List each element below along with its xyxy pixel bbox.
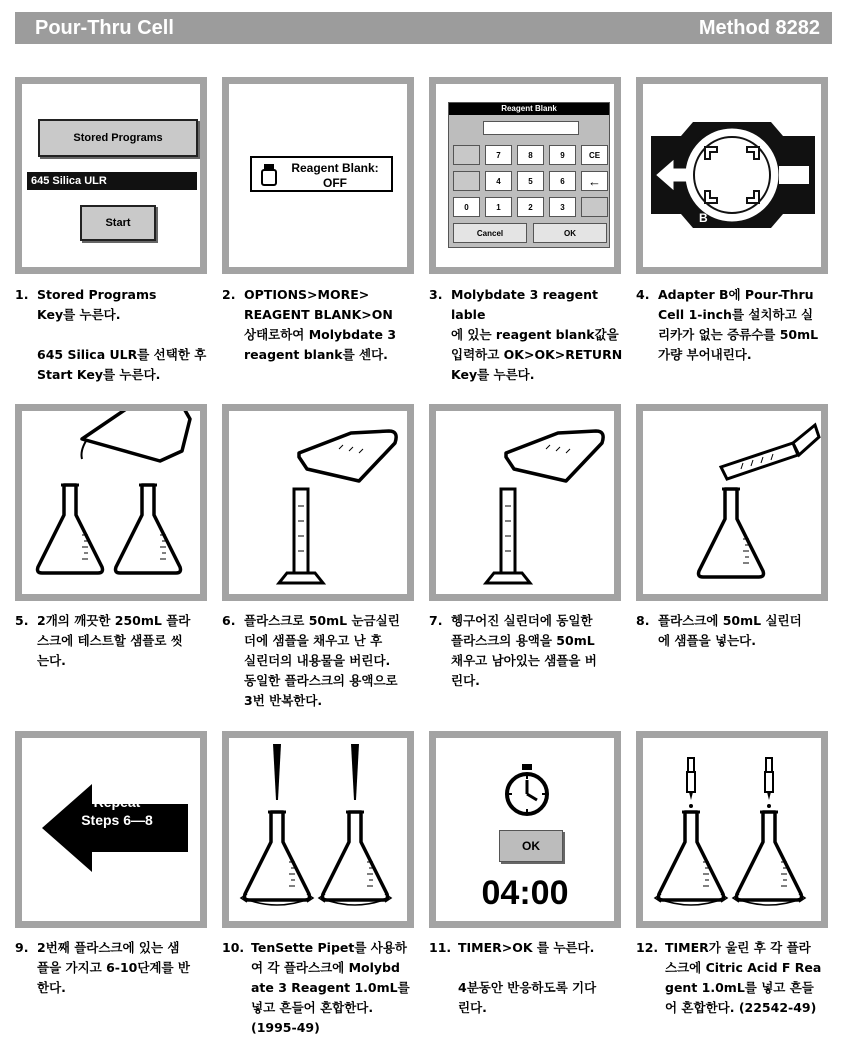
step-number: 7. xyxy=(429,613,443,628)
method-number: Method 8282 xyxy=(698,17,820,39)
dropper-icon xyxy=(765,758,773,808)
repeat-arrow-icon xyxy=(22,738,200,921)
panel-pour-sample xyxy=(636,404,828,601)
pipet-icon xyxy=(273,744,281,800)
key-3[interactable]: 3 xyxy=(549,197,576,217)
key-7[interactable]: 7 xyxy=(485,145,512,165)
page-title: Pour-Thru Cell xyxy=(35,17,174,39)
step-number: 8. xyxy=(636,613,650,628)
key-1[interactable]: 1 xyxy=(485,197,512,217)
step-text: 플라스크에 50mL 실린더 에 샘플을 넣는다. xyxy=(658,613,802,648)
reagent-blank-display[interactable] xyxy=(250,156,393,192)
flask-icon xyxy=(245,812,310,900)
reagent-blank-label: Reagent Blank: xyxy=(291,161,379,175)
flask-icon xyxy=(323,812,388,900)
refill-cylinder-illustration xyxy=(436,411,614,594)
step-number: 3. xyxy=(429,287,443,302)
reagent-value-field[interactable] xyxy=(483,121,579,135)
step-text: 헹구어진 실린더에 동일한 플라스크의 용액을 50mL 채우고 남아있는 샘플을 버 린다. xyxy=(451,613,597,688)
flask-icon xyxy=(659,812,724,900)
step-text: TenSette Pipet를 사용하 여 각 플라스크에 Molybd ate 3 Reagent 1.0mL를 넣고 흔들어 혼합한다. (1995-49) xyxy=(251,940,410,1035)
step-text: TIMER>OK 를 누른다. 4분동안 반응하도록 기다 린다. xyxy=(458,940,597,1015)
panel-rinse-flasks xyxy=(15,404,207,601)
pouring-beaker-icon xyxy=(82,411,190,461)
key-5[interactable]: 5 xyxy=(517,171,544,191)
step-number: 11. xyxy=(429,940,452,955)
graduated-cylinder-icon xyxy=(279,489,323,583)
dropper-illustration xyxy=(643,738,821,921)
panel-adapter xyxy=(636,77,828,274)
panel-citric-acid xyxy=(636,731,828,928)
panel-repeat xyxy=(15,731,207,928)
key-backspace[interactable]: ← xyxy=(581,171,608,191)
step-text: 2번째 플라스크에 있는 샘 플을 가지고 6-10단계를 반 한다. xyxy=(37,940,191,995)
reagent-blank-state: OFF xyxy=(323,176,347,190)
flask-icon xyxy=(737,812,802,900)
step-number: 1. xyxy=(15,287,29,302)
tilted-cylinder-icon xyxy=(721,425,819,479)
step-text: Molybdate 3 reagent lable 에 있는 reagent blank값을 입력하고 OK>OK>RETURN Key를 누른다. xyxy=(451,287,623,382)
adapter-b-illustration xyxy=(643,84,821,267)
page-header xyxy=(15,12,832,44)
step-text: OPTIONS>MORE> REAGENT BLANK>ON 상태로하여 Molybdate 3 reagent blank를 센다. xyxy=(244,287,397,362)
dropper-icon xyxy=(687,758,695,808)
key-2[interactable]: 2 xyxy=(517,197,544,217)
keypad-blank-key xyxy=(453,171,480,191)
step-text: Stored Programs Key를 누른다. 645 Silica ULR를 선택한 후 Start Key를 누른다. xyxy=(37,287,207,382)
panel-reagent-blank xyxy=(222,77,414,274)
step-text: 플라스크로 50mL 눈금실린 더에 샘플을 채우고 난 후 실린더의 내용물을 버린다. 동일한 플라스크의 용액으로 3번 반복한다. xyxy=(244,613,400,708)
timer-ok-button[interactable]: OK xyxy=(499,830,563,862)
pipet-illustration xyxy=(229,738,407,921)
pipet-icon xyxy=(351,744,359,800)
key-clear-entry[interactable]: CE xyxy=(581,145,608,165)
step-number: 4. xyxy=(636,287,650,302)
key-6[interactable]: 6 xyxy=(549,171,576,191)
step-number: 9. xyxy=(15,940,29,955)
step-number: 12. xyxy=(636,940,659,955)
repeat-line1: Repeat xyxy=(93,794,141,810)
flask-icon xyxy=(38,485,103,573)
step-text: Adapter B에 Pour-Thru Cell 1-inch를 설치하고 실 리카가 없는 증류수를 50mL 가량 부어내린다. xyxy=(658,287,819,362)
timer-readout: 04:00 xyxy=(481,874,569,912)
keypad-blank-key xyxy=(581,197,608,217)
step-number: 2. xyxy=(222,287,236,302)
key-4[interactable]: 4 xyxy=(485,171,512,191)
tilted-flask-icon xyxy=(506,431,603,481)
step-number: 6. xyxy=(222,613,236,628)
panel-stored-programs xyxy=(15,77,207,274)
flask-icon xyxy=(116,485,181,573)
ok-button[interactable]: OK xyxy=(533,223,607,243)
panel-pipet xyxy=(222,731,414,928)
adapter-label: B xyxy=(699,211,708,225)
tilted-flask-icon xyxy=(299,431,396,481)
selected-program-bar[interactable]: 645 Silica ULR xyxy=(27,172,197,190)
reagent-blank-keypad xyxy=(448,102,610,248)
graduated-cylinder-icon xyxy=(486,489,530,583)
panel-refill-cylinder xyxy=(429,404,621,601)
repeat-line2: Steps 6—8 xyxy=(81,812,153,828)
step-number: 5. xyxy=(15,613,29,628)
keypad-blank-key xyxy=(453,145,480,165)
stored-programs-button[interactable]: Stored Programs xyxy=(38,119,198,157)
panel-keypad xyxy=(429,77,621,274)
repeat-label xyxy=(62,793,172,829)
cancel-button[interactable]: Cancel xyxy=(453,223,527,243)
key-0[interactable]: 0 xyxy=(453,197,480,217)
step-number: 10. xyxy=(222,940,245,955)
flask-icon xyxy=(699,489,764,577)
fill-cylinder-illustration xyxy=(229,411,407,594)
pour-sample-illustration xyxy=(643,411,821,594)
bottle-icon xyxy=(260,163,278,187)
step-text: 2개의 깨끗한 250mL 플라 스크에 테스트할 샘플로 씻 는다. xyxy=(37,613,191,668)
rinse-flasks-illustration xyxy=(22,411,200,594)
keypad-title: Reagent Blank xyxy=(449,103,609,115)
key-9[interactable]: 9 xyxy=(549,145,576,165)
panel-timer xyxy=(429,731,621,928)
step-text: TIMER가 울린 후 각 플라 스크에 Citric Acid F Rea gent 1.0mL를 넣고 흔들 어 혼합한다. (22542-49) xyxy=(665,940,822,1015)
key-8[interactable]: 8 xyxy=(517,145,544,165)
stopwatch-icon xyxy=(502,762,552,818)
start-button[interactable]: Start xyxy=(80,205,156,241)
panel-fill-cylinder xyxy=(222,404,414,601)
